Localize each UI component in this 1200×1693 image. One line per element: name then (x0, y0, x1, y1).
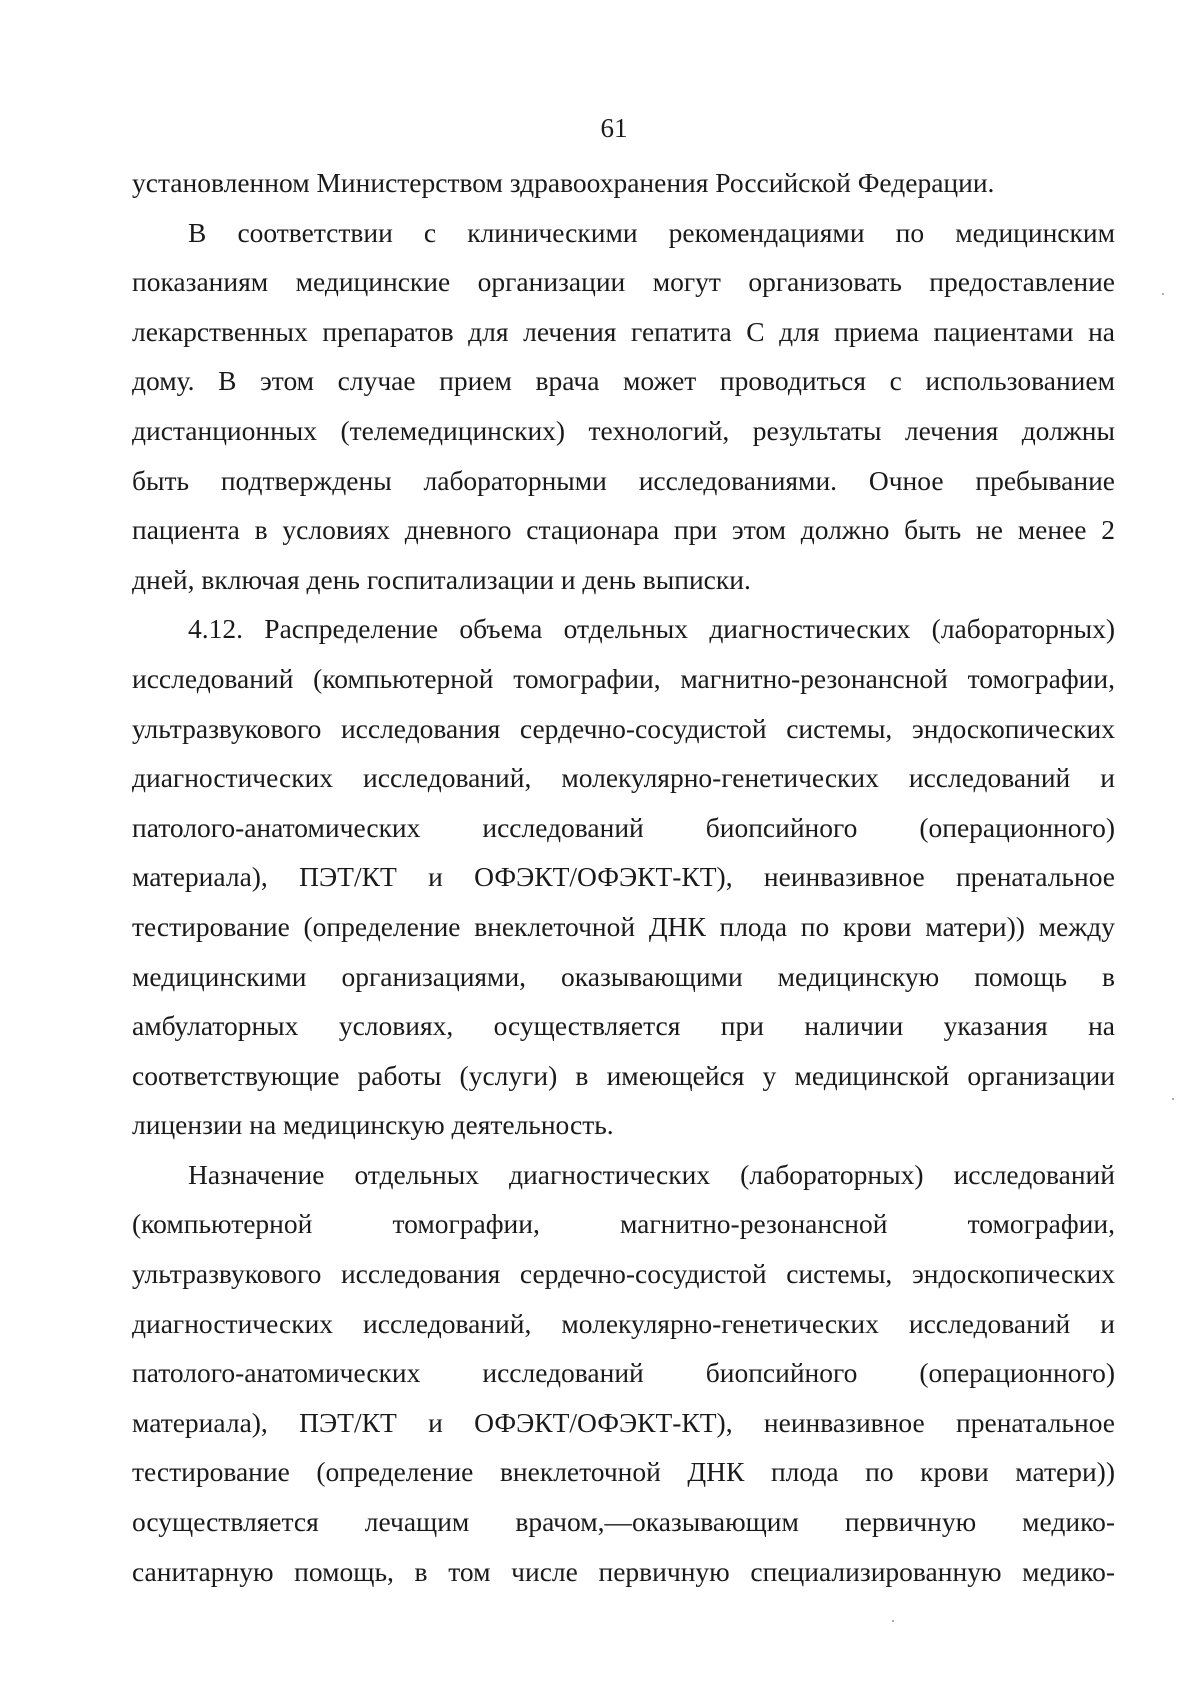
text-line: показаниям медицинские организации могут организовать предоставление (132, 266, 1115, 298)
text-line: 4.12. Распределение объема отдельных диагностических (лабораторных) (188, 613, 1115, 645)
text-line: дому. В этом случае прием врача может проводиться с использованием (132, 365, 1115, 397)
text-line: материала), ПЭТ/КТ и ОФЭКТ/ОФЭКТ-КТ), неинвазивное пренатальное (132, 861, 1115, 893)
scan-speck (1162, 293, 1164, 295)
scan-speck (892, 1620, 894, 1622)
text-line: материала), ПЭТ/КТ и ОФЭКТ/ОФЭКТ-КТ), неинвазивное пренатальное (132, 1406, 1115, 1438)
text-line: тестирование (определение внеклеточной ДНК плода по крови матери)) между (132, 910, 1115, 942)
text-line: медицинскими организациями, оказывающими медицинскую помощь в (132, 960, 1115, 992)
text-line: лекарственных препаратов для лечения гепатита С для приема пациентами на (132, 315, 1115, 347)
text-line: быть подтверждены лабораторными исследованиями. Очное пребывание (132, 464, 1115, 496)
text-line: диагностических исследований, молекулярно-генетических исследований и (132, 762, 1115, 794)
text-line: ультразвукового исследования сердечно-сосудистой системы, эндоскопических (132, 1258, 1115, 1290)
text-line: диагностических исследований, молекулярно-генетических исследований и (132, 1307, 1115, 1339)
text-line: пациента в условиях дневного стационара при этом должно быть не менее 2 (132, 514, 1115, 546)
text-line: ультразвукового исследования сердечно-сосудистой системы, эндоскопических (132, 712, 1115, 744)
text-line: тестирование (определение внеклеточной ДНК плода по крови матери)) (132, 1456, 1115, 1488)
text-line: дней, включая день госпитализации и день выписки. (132, 563, 751, 595)
text-line: В соответствии с клиническими рекомендациями по медицинским (188, 216, 1115, 248)
text-line: Назначение отдельных диагностических (лабораторных) исследований (188, 1158, 1115, 1190)
text-line: дистанционных (телемедицинских) технологий, результаты лечения должны (132, 414, 1115, 446)
scan-speck (1172, 1098, 1174, 1100)
text-line: исследований (компьютерной томографии, магнитно-резонансной томографии, (132, 662, 1115, 694)
text-line: осуществляется лечащим врачом,—оказывающим первичную медико- (132, 1506, 1115, 1538)
text-line: амбулаторных условиях, осуществляется при наличии указания на (132, 1010, 1115, 1042)
text-line: лицензии на медицинскую деятельность. (132, 1109, 614, 1141)
text-line: (компьютерной томографии, магнитно-резонансной томографии, (132, 1208, 1115, 1240)
body-text (132, 158, 1115, 1596)
text-line: санитарную помощь, в том числе первичную специализированную медико- (132, 1555, 1115, 1587)
text-line: установленном Министерством здравоохранения Российской Федерации. (132, 167, 995, 198)
text-line: патолого-анатомических исследований биопсийного (операционного) (132, 811, 1115, 843)
page-number: 61 (600, 113, 628, 143)
text-line: соответствующие работы (услуги) в имеющейся у медицинской организации (132, 1059, 1115, 1091)
text-line: патолого-анатомических исследований биопсийного (операционного) (132, 1357, 1115, 1389)
